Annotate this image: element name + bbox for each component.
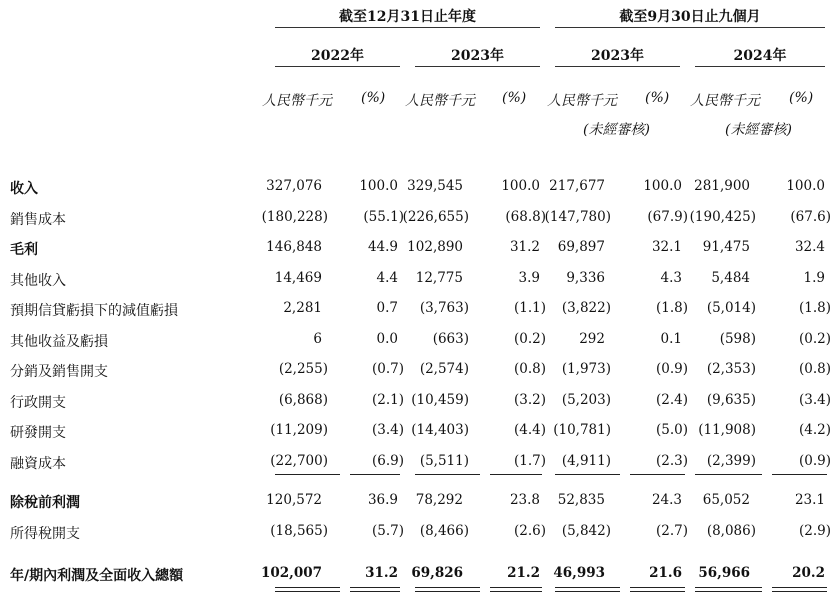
amount-cell: 327,076 bbox=[266, 178, 322, 194]
group-underline-nine-months bbox=[555, 27, 825, 28]
unit-pct-2023-fy: (%) bbox=[502, 90, 527, 106]
row-label: 年/期內利潤及全面收入總額 bbox=[10, 568, 184, 584]
percent-cell: (2.1) bbox=[371, 392, 404, 408]
row-label: 分銷及銷售開支 bbox=[10, 364, 108, 380]
percent-cell: 100.0 bbox=[643, 178, 682, 194]
summation-rule bbox=[350, 474, 400, 475]
percent-cell: (55.1) bbox=[363, 209, 404, 225]
summation-rule bbox=[350, 591, 400, 592]
percent-cell: (0.9) bbox=[798, 453, 831, 469]
percent-cell: (0.2) bbox=[513, 331, 546, 347]
summation-rule bbox=[275, 591, 340, 592]
year-underline-2023-9m bbox=[555, 66, 680, 67]
summation-rule bbox=[772, 591, 827, 592]
amount-cell: 5,484 bbox=[711, 270, 750, 286]
summation-rule bbox=[415, 591, 480, 592]
amount-cell: (2,399) bbox=[706, 453, 756, 469]
amount-cell: (2,255) bbox=[278, 361, 328, 377]
percent-cell: (0.8) bbox=[798, 361, 831, 377]
amount-cell: (8,466) bbox=[419, 523, 469, 539]
summation-rule bbox=[275, 587, 340, 588]
amount-cell: (5,842) bbox=[561, 523, 611, 539]
amount-cell: 2,281 bbox=[283, 300, 322, 316]
percent-cell: 31.2 bbox=[365, 565, 398, 581]
amount-cell: (10,781) bbox=[553, 422, 611, 438]
amount-cell: (6,868) bbox=[278, 392, 328, 408]
percent-cell: 0.0 bbox=[376, 331, 398, 347]
summation-rule bbox=[275, 474, 340, 475]
percent-cell: 32.1 bbox=[651, 239, 682, 255]
summation-rule bbox=[490, 587, 542, 588]
summation-rule bbox=[695, 474, 762, 475]
amount-cell: (3,822) bbox=[561, 300, 611, 316]
percent-cell: 31.2 bbox=[509, 239, 540, 255]
row-label: 所得稅開支 bbox=[10, 526, 80, 542]
row-label: 銷售成本 bbox=[10, 212, 66, 228]
amount-cell: (598) bbox=[719, 331, 756, 347]
percent-cell: 23.1 bbox=[794, 492, 825, 508]
amount-cell: (18,565) bbox=[270, 523, 328, 539]
year-header-2024-9m: 2024年 bbox=[733, 48, 787, 64]
percent-cell: (6.9) bbox=[371, 453, 404, 469]
row-label: 除稅前利潤 bbox=[10, 495, 80, 511]
amount-cell: 6 bbox=[313, 331, 322, 347]
amount-cell: (5,203) bbox=[561, 392, 611, 408]
percent-cell: (3.4) bbox=[371, 422, 404, 438]
percent-cell: 100.0 bbox=[501, 178, 540, 194]
percent-cell: (1.1) bbox=[513, 300, 546, 316]
amount-cell: (180,228) bbox=[261, 209, 328, 225]
amount-cell: (5,014) bbox=[706, 300, 756, 316]
summation-rule bbox=[695, 587, 762, 588]
percent-cell: (5.7) bbox=[371, 523, 404, 539]
unaudited-2024-9m: (未經審核) bbox=[725, 122, 792, 138]
row-label: 行政開支 bbox=[10, 395, 66, 411]
percent-cell: (4.4) bbox=[513, 422, 546, 438]
amount-cell: 14,469 bbox=[274, 270, 322, 286]
amount-cell: 102,890 bbox=[407, 239, 463, 255]
percent-cell: 4.4 bbox=[376, 270, 398, 286]
percent-cell: (2.4) bbox=[655, 392, 688, 408]
percent-cell: 21.6 bbox=[649, 565, 682, 581]
amount-cell: (190,425) bbox=[689, 209, 756, 225]
row-label: 收入 bbox=[10, 181, 38, 197]
summation-rule bbox=[415, 587, 480, 588]
amount-cell: 91,475 bbox=[702, 239, 750, 255]
year-underline-2022 bbox=[275, 66, 400, 67]
row-label: 其他收益及虧損 bbox=[10, 334, 108, 350]
row-label: 預期信貸虧損下的減值虧損 bbox=[10, 303, 178, 319]
percent-cell: (2.3) bbox=[655, 453, 688, 469]
percent-cell: (1.7) bbox=[513, 453, 546, 469]
amount-cell: (11,209) bbox=[270, 422, 328, 438]
percent-cell: (2.6) bbox=[513, 523, 546, 539]
amount-cell: 69,826 bbox=[411, 565, 463, 581]
summation-rule bbox=[630, 587, 685, 588]
unit-rmb-2022: 人民幣千元 bbox=[262, 93, 332, 109]
percent-cell: (4.2) bbox=[798, 422, 831, 438]
percent-cell: 4.3 bbox=[660, 270, 682, 286]
unit-pct-2022: (%) bbox=[361, 90, 386, 106]
percent-cell: (3.2) bbox=[513, 392, 546, 408]
amount-cell: (4,911) bbox=[561, 453, 611, 469]
summation-rule bbox=[490, 591, 542, 592]
amount-cell: 56,966 bbox=[698, 565, 750, 581]
percent-cell: 100.0 bbox=[786, 178, 825, 194]
amount-cell: 78,292 bbox=[415, 492, 463, 508]
amount-cell: 12,775 bbox=[415, 270, 463, 286]
amount-cell: 65,052 bbox=[702, 492, 750, 508]
amount-cell: 69,897 bbox=[557, 239, 605, 255]
amount-cell: (10,459) bbox=[411, 392, 469, 408]
percent-cell: (67.6) bbox=[790, 209, 831, 225]
amount-cell: 217,677 bbox=[549, 178, 605, 194]
percent-cell: 32.4 bbox=[794, 239, 825, 255]
percent-cell: (1.8) bbox=[798, 300, 831, 316]
row-label: 研發開支 bbox=[10, 425, 66, 441]
summation-rule bbox=[630, 591, 685, 592]
row-label: 其他收入 bbox=[10, 273, 66, 289]
unit-pct-2024-9m: (%) bbox=[789, 90, 814, 106]
amount-cell: 329,545 bbox=[407, 178, 463, 194]
percent-cell: 100.0 bbox=[359, 178, 398, 194]
percent-cell: 21.2 bbox=[507, 565, 540, 581]
percent-cell: (0.9) bbox=[655, 361, 688, 377]
unit-rmb-2023-fy: 人民幣千元 bbox=[405, 93, 475, 109]
percent-cell: (3.4) bbox=[798, 392, 831, 408]
amount-cell: (2,353) bbox=[706, 361, 756, 377]
percent-cell: (67.9) bbox=[647, 209, 688, 225]
summation-rule bbox=[772, 474, 827, 475]
amount-cell: (8,086) bbox=[706, 523, 756, 539]
percent-cell: (0.8) bbox=[513, 361, 546, 377]
percent-cell: (0.2) bbox=[798, 331, 831, 347]
percent-cell: 1.9 bbox=[803, 270, 825, 286]
amount-cell: (226,655) bbox=[402, 209, 469, 225]
summation-rule bbox=[350, 587, 400, 588]
row-label: 融資成本 bbox=[10, 456, 66, 472]
year-header-2022: 2022年 bbox=[311, 48, 364, 64]
year-header-2023-9m: 2023年 bbox=[591, 48, 644, 64]
amount-cell: (2,574) bbox=[419, 361, 469, 377]
amount-cell: (14,403) bbox=[411, 422, 469, 438]
percent-cell: 0.7 bbox=[376, 300, 398, 316]
amount-cell: (1,973) bbox=[561, 361, 611, 377]
amount-cell: 120,572 bbox=[266, 492, 322, 508]
amount-cell: (11,908) bbox=[698, 422, 756, 438]
year-underline-2023-fy bbox=[415, 66, 540, 67]
unaudited-2023-9m: (未經審核) bbox=[583, 122, 650, 138]
summation-rule bbox=[772, 587, 827, 588]
summation-rule bbox=[555, 591, 620, 592]
group-header-nine-months: 截至9月30日止九個月 bbox=[619, 9, 761, 25]
amount-cell: 292 bbox=[579, 331, 605, 347]
amount-cell: 281,900 bbox=[694, 178, 750, 194]
percent-cell: 20.2 bbox=[792, 565, 825, 581]
amount-cell: 9,336 bbox=[566, 270, 605, 286]
amount-cell: 146,848 bbox=[266, 239, 322, 255]
year-underline-2024-9m bbox=[695, 66, 825, 67]
amount-cell: (147,780) bbox=[544, 209, 611, 225]
percent-cell: (2.7) bbox=[655, 523, 688, 539]
summation-rule bbox=[630, 474, 685, 475]
amount-cell: 46,993 bbox=[553, 565, 605, 581]
summation-rule bbox=[555, 474, 620, 475]
percent-cell: (2.9) bbox=[798, 523, 831, 539]
percent-cell: 23.8 bbox=[509, 492, 540, 508]
amount-cell: (9,635) bbox=[706, 392, 756, 408]
percent-cell: (0.7) bbox=[371, 361, 404, 377]
summation-rule bbox=[490, 474, 542, 475]
summation-rule bbox=[695, 591, 762, 592]
year-header-2023-fy: 2023年 bbox=[451, 48, 504, 64]
amount-cell: 102,007 bbox=[260, 565, 322, 581]
summation-rule bbox=[415, 474, 480, 475]
row-label: 毛利 bbox=[10, 242, 38, 258]
unit-rmb-2024-9m: 人民幣千元 bbox=[690, 93, 760, 109]
group-underline-fiscal-year bbox=[275, 27, 540, 28]
group-header-fiscal-year: 截至12月31日止年度 bbox=[339, 9, 476, 25]
unit-pct-2023-9m: (%) bbox=[645, 90, 670, 106]
percent-cell: 3.9 bbox=[518, 270, 540, 286]
percent-cell: 36.9 bbox=[367, 492, 398, 508]
percent-cell: 24.3 bbox=[651, 492, 682, 508]
unit-rmb-2023-9m: 人民幣千元 bbox=[547, 93, 617, 109]
amount-cell: 52,835 bbox=[557, 492, 605, 508]
amount-cell: (663) bbox=[432, 331, 469, 347]
percent-cell: (68.8) bbox=[505, 209, 546, 225]
percent-cell: 0.1 bbox=[660, 331, 682, 347]
amount-cell: (5,511) bbox=[419, 453, 469, 469]
percent-cell: (5.0) bbox=[655, 422, 688, 438]
percent-cell: (1.8) bbox=[655, 300, 688, 316]
amount-cell: (3,763) bbox=[419, 300, 469, 316]
summation-rule bbox=[555, 587, 620, 588]
amount-cell: (22,700) bbox=[270, 453, 328, 469]
percent-cell: 44.9 bbox=[367, 239, 398, 255]
